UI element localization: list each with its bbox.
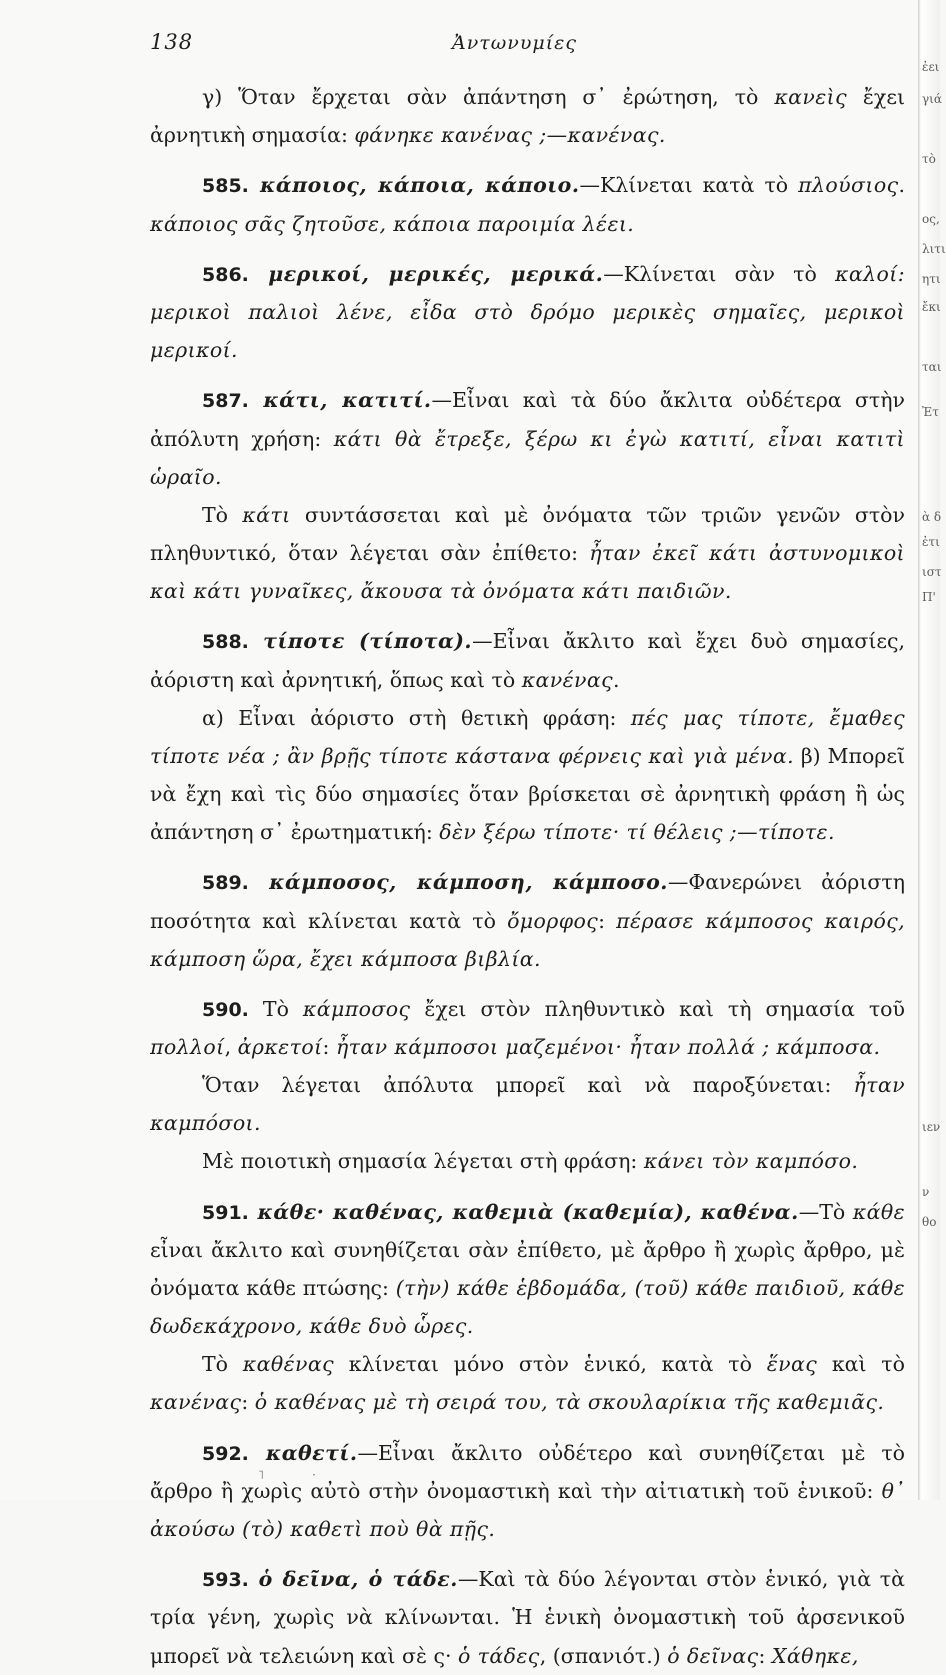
- section-number: 586.: [202, 263, 249, 286]
- text-run: —Φανερώνει ἀόριστη ποσότητα καὶ κλίνεται κατὰ τὸ: [150, 870, 906, 933]
- text-run: Μὲ ποιοτικὴ σημασία λέγεται στὴ φράση:: [202, 1149, 644, 1174]
- text-run: εἶναι ἄκλιτο καὶ συνηθίζεται σὰν ἐπίθετο, μὲ ἄρθρο ἢ χωρὶς ἄρθρο, μὲ ὀνόματα κάθε πτώσης:: [150, 1237, 905, 1301]
- paragraph: [150, 990, 905, 1066]
- example-text: κάτι θὰ ἔτρεξε, ξέρω κι ἐγὼ κατιτί, εἶναι κατιτὶ ὡραῖο.: [150, 426, 905, 489]
- text-run: α) Εἶναι ἀόριστο στὴ θετικὴ φράση:: [202, 705, 631, 730]
- paragraph: [150, 166, 905, 242]
- paragraph: [150, 78, 905, 154]
- example-text: ὄμορφος: [507, 908, 599, 933]
- example-text: πλούσιος: [798, 173, 899, 198]
- section-number: 587.: [202, 390, 249, 413]
- example-text: Χάθηκε,: [771, 1643, 859, 1668]
- example-text: ὁ καθένας μὲ τὴ σειρά του, τὰ σκουλαρίκια τῆς καθεμιᾶς.: [254, 1390, 885, 1415]
- example-text: κανένας: [521, 667, 614, 692]
- section-heading: κάτι, κατιτί.: [248, 388, 432, 413]
- text-run: —Εἶναι ἄκλιτο οὐδέτερο καὶ συνηθίζεται μὲ τὸ ἄρθρο ἢ χωρὶς αὐτὸ στὴν ὀνομαστικὴ καὶ τὴν αἰτιατικὴ τοῦ ἑνικοῦ:: [150, 1440, 906, 1503]
- text-run: γ) Ὅταν ἔρχεται σὰν ἀπάντηση σ᾿ ἐρώτηση, τὸ: [202, 85, 775, 109]
- text-run: :: [598, 908, 617, 933]
- section-number: 592.: [202, 1442, 249, 1465]
- text-run: κλίνεται μόνο στὸν ἑνικό, κατὰ τὸ: [334, 1352, 767, 1377]
- example-text: κάποιος σᾶς ζητοῦσε, κάποια παροιμία λέει.: [150, 211, 635, 236]
- page-header: [0, 30, 918, 58]
- paragraph: [150, 255, 905, 370]
- example-text: πέρασε κάμποσος καιρός, κάμποση ὥρα, ἔχει κάμποσα βιβλία.: [150, 908, 905, 971]
- section-heading: μερικοί, μερικές, μερικά.: [248, 261, 604, 286]
- example-text: πολλοί: [150, 1035, 225, 1060]
- example-text: ὁ τάδες: [458, 1643, 540, 1668]
- text-run: .: [613, 667, 620, 692]
- text-run: , (σπανιότ.): [539, 1643, 668, 1668]
- paragraph: [150, 381, 905, 496]
- text-run: —Εἶναι καὶ τὰ δύο ἄκλιτα οὐδέτερα στὴν ἀπόλυτη χρήση:: [150, 388, 906, 451]
- paragraph: [150, 1142, 905, 1180]
- text-run: :: [758, 1643, 772, 1668]
- example-text: κάθε: [852, 1199, 905, 1224]
- example-text: πές μας τίποτε, ἔμαθες τίποτε νέα ; ἂν βρῇς τίποτε κάστανα φέρνεις καὶ γιὰ μένα.: [150, 705, 905, 768]
- text-run: Τὸ: [202, 1352, 243, 1377]
- text-run: :: [241, 1390, 255, 1415]
- example-text: (τὴν) κάθε ἑβδομάδα, (τοῦ) κάθε παιδιοῦ, κάθε δωδεκάχρονο, κάθε δυὸ ὧρες.: [150, 1276, 906, 1339]
- example-text: κάτι: [242, 502, 291, 527]
- example-text: ἦταν ἐκεῖ κάτι ἀστυνομικοὶ καὶ κάτι γυναῖκες, ἄκουσα τὰ ὀνόματα κάτι παιδιῶν.: [150, 540, 905, 604]
- text-run: —Καὶ τὰ δύο λέγονται στὸν ἑνικό, γιὰ τὰ τρία γένη, χωρὶς νὰ κλίνωνται. Ἡ ἑνικὴ ὀνομαστικὴ τοῦ ἀρσενικοῦ μπορεῖ νὰ τελειώνη καὶ σὲ ς·: [150, 1567, 905, 1668]
- example-text: ἦταν κάμποσοι μαζεμένοι· ἦταν πολλά ; κάμποσα.: [335, 1035, 881, 1060]
- paragraph: [150, 496, 905, 610]
- text-run: :: [322, 1035, 336, 1060]
- section-number: 588.: [202, 631, 249, 654]
- text-run: —Τὸ: [798, 1199, 853, 1224]
- example-text: κάμποσος: [302, 996, 411, 1021]
- paragraph: [150, 622, 905, 698]
- text-run: β) Μπορεῖ νὰ ἔχη καὶ τὶς δύο σημασίες ὅταν βρίσκεται σὲ ἀρνητικὴ φράση ἢ ὡς ἀπάντηση σ᾿ ἐρωτηματική:: [150, 743, 905, 845]
- text-run: —Εἶναι ἄκλιτο καὶ ἔχει δυὸ σημασίες, ἀόριστη καὶ ἀρνητική, ὅπως καὶ τὸ: [150, 629, 905, 692]
- section-heading: καθετί.: [248, 1440, 358, 1465]
- text-run: καὶ τὸ: [817, 1352, 905, 1377]
- example-text: φάνηκε κανένας ;—κανένας.: [354, 123, 666, 148]
- paragraph: [150, 1560, 905, 1675]
- text-run: Ὅταν λέγεται ἀπόλυτα μπορεῖ καὶ νὰ παροξύνεται:: [202, 1073, 854, 1098]
- text-run: ἔχει στὸν πληθυντικὸ καὶ τὴ σημασία τοῦ: [410, 996, 905, 1021]
- section-heading: κάποιος, κάποια, κάποιο.: [248, 173, 580, 198]
- example-text: ἦταν καμπόσοι.: [150, 1073, 905, 1136]
- example-text: θ᾿ ἀκούσω (τὸ) καθετὶ ποὺ θὰ πῇς.: [150, 1478, 905, 1541]
- text-run: Τὸ: [248, 996, 303, 1021]
- example-text: κανένας: [150, 1390, 242, 1415]
- text-run: Τὸ: [202, 502, 243, 527]
- section-heading: κάμποσος, κάμποση, κάμποσο.: [248, 870, 668, 895]
- paragraph: [150, 1066, 905, 1142]
- running-title: Ἀντωνυμίες: [452, 32, 578, 54]
- text-run: —Κλίνεται κατὰ τὸ: [579, 173, 799, 198]
- section-heading: ὁ δεῖνα, ὁ τάδε.: [248, 1567, 458, 1592]
- page-number: 138: [150, 30, 194, 54]
- example-text: ἕνας: [766, 1352, 818, 1377]
- section-number: 585.: [202, 175, 249, 198]
- text-run: συντάσσεται καὶ μὲ ὀνόματα τῶν τριῶν γενῶν στὸν πληθυντικό, ὅταν λέγεται σὰν ἐπίθετο:: [150, 502, 905, 565]
- text-run: ἔχει ἀρνητικὴ σημασία:: [150, 85, 905, 148]
- text-run: ,: [224, 1035, 238, 1060]
- paragraph: [150, 1434, 905, 1549]
- text-run: —Κλίνεται σὰν τὸ: [603, 261, 836, 286]
- example-text: δὲν ξέρω τίποτε· τί θέλεις ;—τίποτε.: [439, 820, 835, 845]
- example-text: κανεὶς: [774, 85, 847, 109]
- example-text: καθένας: [242, 1352, 334, 1377]
- example-text: ὁ δεῖνας: [667, 1643, 759, 1668]
- paragraph: [150, 1193, 905, 1346]
- example-text: καλοί: μερικοὶ παλιοὶ λένε, εἶδα στὸ δρόμο μερικὲς σημαῖες, μερικοὶ μερικοί.: [150, 261, 905, 363]
- example-text: κάνει τὸν καμπόσο.: [643, 1149, 859, 1174]
- section-number: 589.: [202, 872, 249, 895]
- scan-artifact-mark: ·: [312, 1468, 316, 1482]
- text-run: .: [898, 173, 905, 198]
- body-text: [150, 78, 905, 1675]
- paragraph: [150, 1345, 905, 1421]
- adjacent-page-edge: ἐει γιά τὸ ος, λιτι ητι ἔκι ται Ἐτ ὰ δ ἐτι ιστ Π' ιεν ν θο: [918, 0, 940, 1500]
- scan-artifact-mark: ˥: [258, 1468, 264, 1482]
- paragraph: [150, 699, 905, 852]
- section-number: 590.: [202, 998, 249, 1021]
- section-number: 591.: [202, 1201, 249, 1224]
- example-text: ἀρκετοί: [237, 1035, 323, 1060]
- section-heading: τίποτε (τίποτα).: [248, 629, 473, 654]
- section-heading: κάθε· καθένας, καθεμιὰ (καθεμία), καθένα.: [248, 1199, 799, 1224]
- section-number: 593.: [202, 1569, 249, 1592]
- paragraph: [150, 863, 905, 978]
